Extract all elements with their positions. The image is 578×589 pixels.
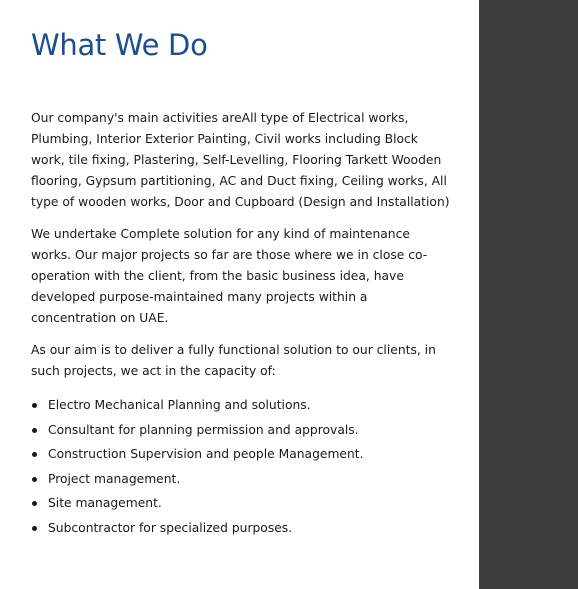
services-list — [31, 393, 451, 540]
bullet-icon — [32, 452, 37, 457]
list-item — [31, 418, 451, 443]
list-item-label: Construction Supervision and people Management. — [48, 447, 364, 461]
paragraph-solutions: We undertake Complete solution for any kind of maintenance works. Our major projects so far are those where we in close co-operation with the client, from the basic business idea, have developed purpose-maintained many projects within a concentration on UAE. — [31, 227, 428, 325]
list-item — [31, 393, 451, 418]
bullet-icon — [32, 501, 37, 506]
list-item-label: Consultant for planning permission and approvals. — [48, 422, 359, 437]
page-title: What We Do — [31, 28, 208, 62]
bullet-icon — [32, 428, 37, 433]
list-item — [31, 516, 451, 541]
bullet-icon — [32, 477, 37, 482]
body-text — [31, 108, 451, 540]
list-item — [31, 491, 451, 516]
list-item-label: Project management. — [48, 471, 181, 486]
sidebar-panel — [479, 0, 578, 589]
list-item — [31, 442, 451, 467]
list-item-label: Electro Mechanical Planning and solutions. — [48, 398, 311, 412]
bullet-icon — [32, 403, 37, 408]
paragraph-activities: Our company's main activities areAll type of Electrical works, Plumbing, Interior Exterior Painting, Civil works including Block work, tile fixing, Plastering, Self-Levelling, Flooring Tarkett Wooden flooring, Gypsum partitioning, AC and Duct fixing, Ceiling works, All type of wooden works, Door and Cupboard (Design and Installation) — [31, 111, 450, 209]
paragraph-capacity: As our aim is to deliver a fully functional solution to our clients, in such projects, we act in the capacity of: — [31, 343, 436, 378]
list-item-label: Subcontractor for specialized purposes. — [48, 520, 293, 535]
list-item — [31, 467, 451, 492]
bullet-icon — [32, 526, 37, 531]
list-item-label: Site management. — [48, 496, 162, 510]
